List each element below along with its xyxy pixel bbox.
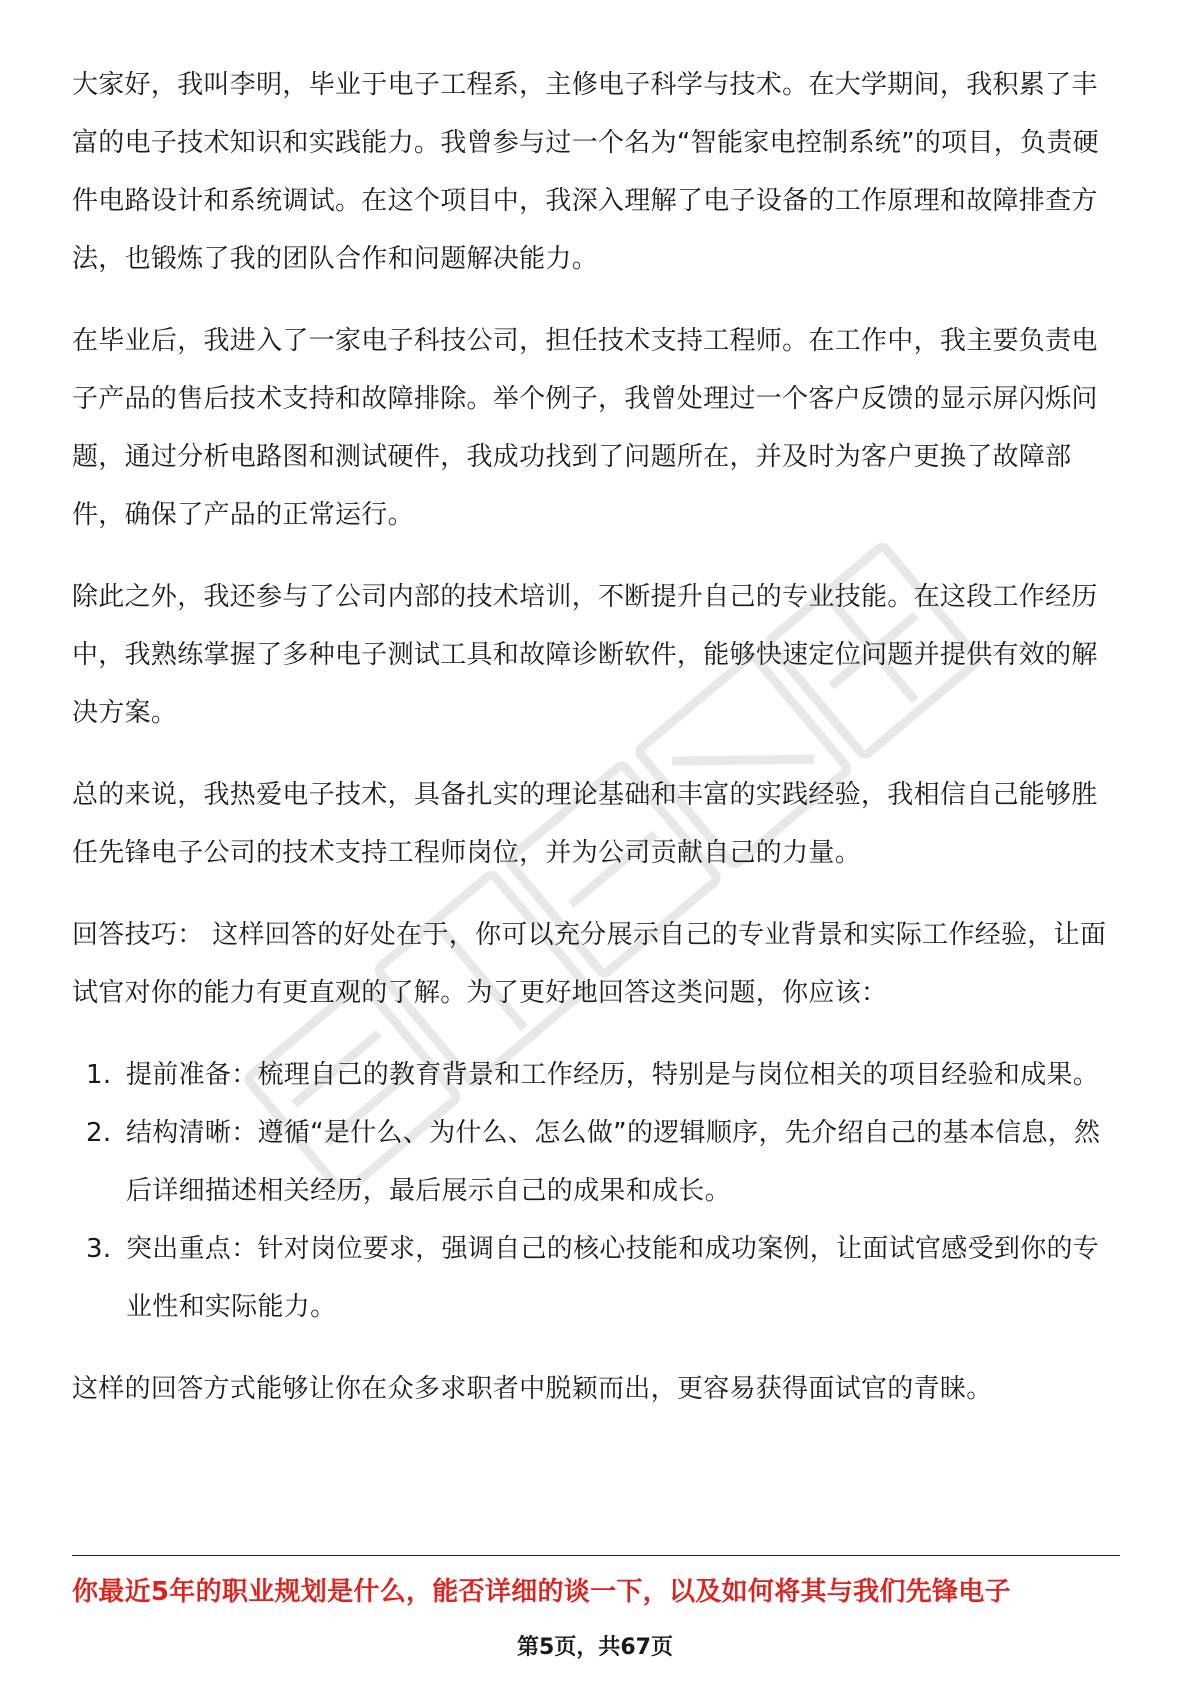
next-question-heading: 你最近5年的职业规划是什么，能否详细的谈一下，以及如何将其与我们先锋电子 [72, 1577, 1011, 1607]
list-text: 结构清晰：遵循“是什么、为什么、怎么做”的逻辑顺序，先介绍自己的基本信息，然后详细描述相关经历，最后展示自己的成果和成长。 [126, 1118, 1101, 1206]
paragraph-intro: 大家好，我叫李明，毕业于电子工程系，主修电子科学与技术。在大学期间，我积累了丰富的电子技术知识和实践能力。我曾参与过一个名为“智能家电控制系统”的项目，负责硬件电路设计和系统调试。在这个项目中，我深入理解了电子设备的工作原理和故障排查方法，也锻炼了我的团队合作和问题解决能力。 [72, 70, 1099, 274]
list-number: 3. [86, 1234, 112, 1264]
list-item [72, 1104, 1120, 1220]
list-number: 1. [86, 1060, 112, 1090]
tips-list [72, 1046, 1120, 1336]
list-item [72, 1220, 1120, 1336]
paragraph-answer-tips: 回答技巧： 这样回答的好处在于，你可以充分展示自己的专业背景和实际工作经验，让面试官对你的能力有更直观的了解。为了更好地回答这类问题，你应该： [72, 920, 1107, 1008]
paragraph-summary: 总的来说，我热爱电子技术，具备扎实的理论基础和丰富的实践经验，我相信自己能够胜任先锋电子公司的技术支持工程师岗位，并为公司贡献自己的力量。 [72, 780, 1098, 868]
paragraph-work-experience: 在毕业后，我进入了一家电子科技公司，担任技术支持工程师。在工作中，我主要负责电子产品的售后技术支持和故障排除。举个例子，我曾处理过一个客户反馈的显示屏闪烁问题，通过分析电路图和测试硬件，我成功找到了问题所在，并及时为客户更换了故障部件，确保了产品的正常运行。 [72, 326, 1098, 530]
document-body [72, 56, 1120, 1442]
paragraph-closing: 这样的回答方式能够让你在众多求职者中脱颖而出，更容易获得面试官的青睐。 [72, 1374, 993, 1404]
section-divider [72, 1555, 1120, 1556]
paragraph-training: 除此之外，我还参与了公司内部的技术培训，不断提升自己的专业技能。在这段工作经历中，我熟练掌握了多种电子测试工具和故障诊断软件，能够快速定位问题并提供有效的解决方案。 [72, 582, 1098, 728]
page-number: 第5页，共67页 [517, 1635, 673, 1660]
list-number: 2. [86, 1118, 112, 1148]
list-item [72, 1046, 1120, 1104]
list-text: 提前准备：梳理自己的教育背景和工作经历，特别是与岗位相关的项目经验和成果。 [126, 1060, 1100, 1090]
list-text: 突出重点：针对岗位要求，强调自己的核心技能和成功案例，让面试官感受到你的专业性和实际能力。 [126, 1234, 1100, 1322]
